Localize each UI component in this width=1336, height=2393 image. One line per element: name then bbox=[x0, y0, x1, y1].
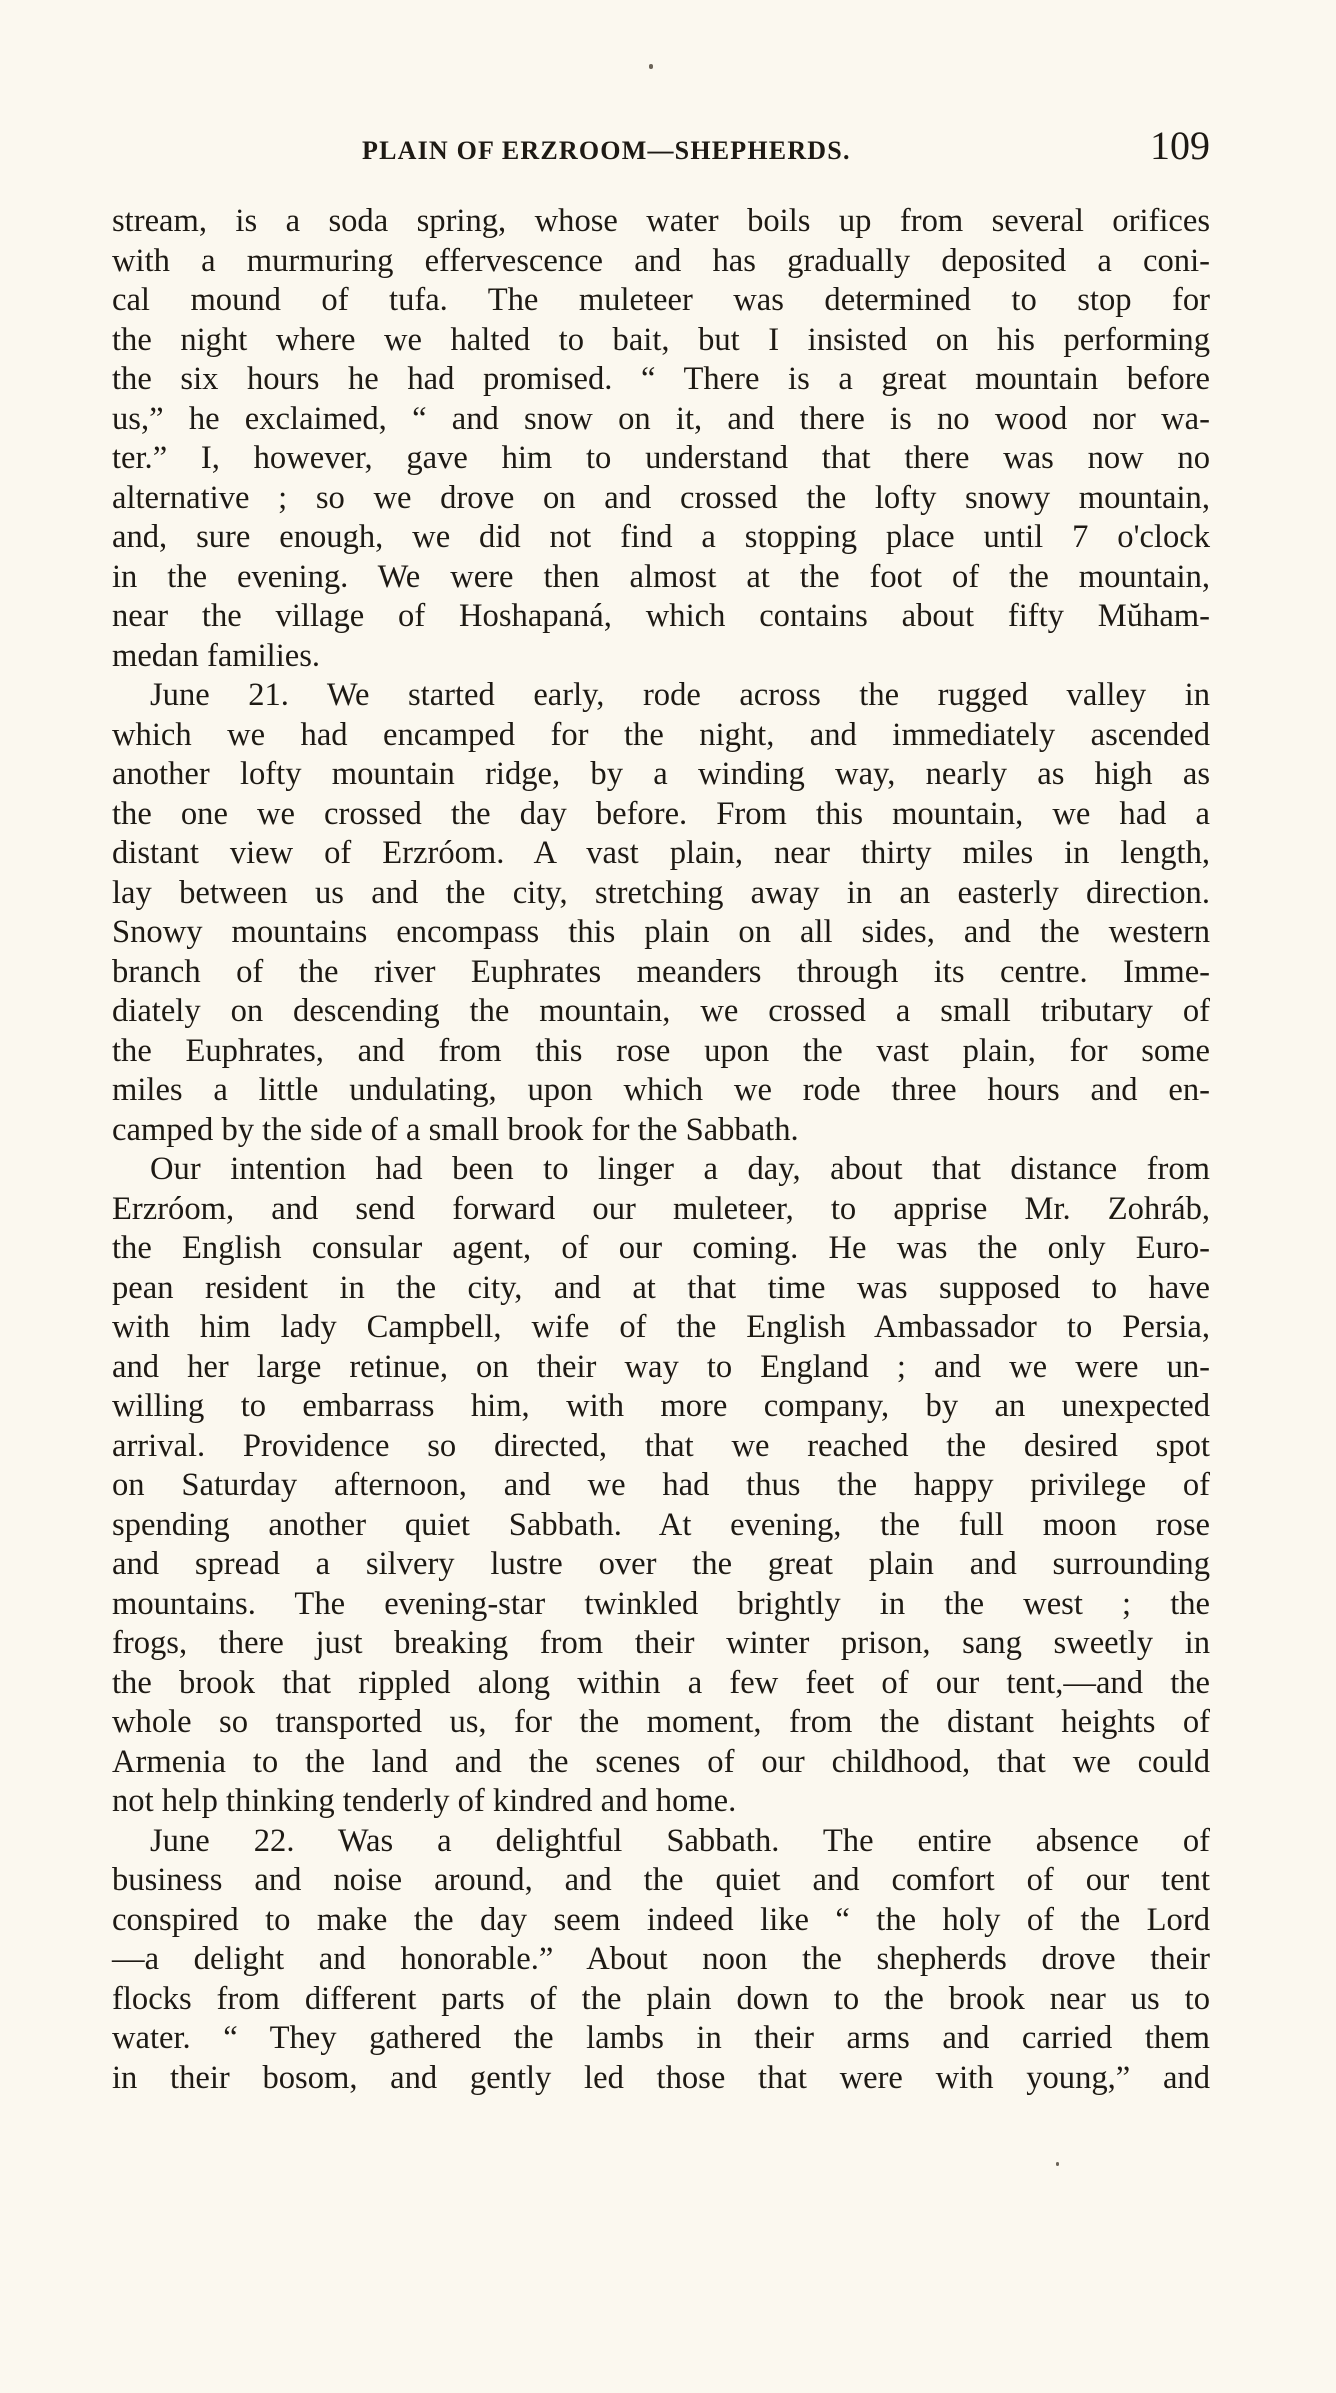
text-line: distant view of Erzróom. A vast plain, near thirty miles in length, bbox=[112, 835, 1210, 871]
text-line: arrival. Providence so directed, that we reached the desired spot bbox=[112, 1427, 1210, 1464]
running-title: PLAIN OF ERZROOM—SHEPHERDS. bbox=[362, 136, 851, 165]
text-line: spending another quiet Sabbath. At evening, the full moon rose bbox=[112, 1506, 1210, 1543]
text-line: flocks from different parts of the plain down to the brook near us to bbox=[112, 1980, 1210, 2017]
text-line: in the evening. We were then almost at the foot of the mountain, bbox=[112, 558, 1210, 595]
text-line: Erzróom, and send forward our muleteer, to apprise Mr. Zohráb, bbox=[112, 1190, 1210, 1227]
text-line: branch of the river Euphrates meanders through its centre. Imme- bbox=[112, 953, 1210, 990]
text-line: frogs, there just breaking from their winter prison, sang sweetly in bbox=[112, 1625, 1210, 1661]
text-line: and spread a silvery lustre over the great plain and surrounding bbox=[112, 1546, 1210, 1582]
text-line: willing to embarrass him, with more company, by an unexpected bbox=[112, 1388, 1210, 1424]
ink-speck bbox=[649, 64, 653, 69]
text-line: and her large retinue, on their way to England ; and we were un- bbox=[112, 1348, 1210, 1385]
text-line: diately on descending the mountain, we crossed a small tributary of bbox=[112, 993, 1210, 1029]
text-line: Our intention had been to linger a day, about that distance from bbox=[150, 1151, 1210, 1187]
text-line: the Euphrates, and from this rose upon the vast plain, for some bbox=[112, 1032, 1210, 1069]
running-head bbox=[112, 118, 1210, 178]
text-line: cal mound of tufa. The muleteer was determined to stop for bbox=[112, 282, 1210, 318]
text-line: water. “ They gathered the lambs in their arms and carried them bbox=[112, 2020, 1210, 2056]
text-line: mountains. The evening-star twinkled brightly in the west ; the bbox=[112, 1585, 1210, 1622]
text-line: miles a little undulating, upon which we rode three hours and en- bbox=[112, 1072, 1210, 1108]
text-line: pean resident in the city, and at that time was supposed to have bbox=[112, 1269, 1210, 1306]
text-line: ter.” I, however, gave him to understand that there was now no bbox=[112, 440, 1210, 476]
text-line: medan families. bbox=[112, 637, 321, 674]
text-line: which we had encamped for the night, and immediately ascended bbox=[112, 716, 1210, 753]
text-line: lay between us and the city, stretching away in an easterly direction. bbox=[112, 874, 1210, 911]
text-line: in their bosom, and gently led those that were with young,” and bbox=[112, 2059, 1210, 2096]
body-text bbox=[112, 202, 1210, 2098]
text-line: on Saturday afternoon, and we had thus the happy privilege of bbox=[112, 1467, 1210, 1503]
text-line: business and noise around, and the quiet and comfort of our tent bbox=[112, 1862, 1210, 1898]
ink-speck bbox=[1056, 2162, 1059, 2166]
text-line: us,” he exclaimed, “ and snow on it, and there is no wood nor wa- bbox=[112, 400, 1210, 437]
text-line: stream, is a soda spring, whose water boils up from several orifices bbox=[112, 203, 1210, 239]
text-line: the one we crossed the day before. From this mountain, we had a bbox=[112, 795, 1210, 832]
text-line: conspired to make the day seem indeed like “ the holy of the Lord bbox=[112, 1901, 1210, 1938]
text-line: the brook that rippled along within a few feet of our tent,—and the bbox=[112, 1664, 1210, 1701]
text-line: the six hours he had promised. “ There is a great mountain before bbox=[112, 361, 1210, 397]
text-line: —a delight and honorable.” About noon the shepherds drove their bbox=[112, 1941, 1210, 1977]
text-line: Armenia to the land and the scenes of our childhood, that we could bbox=[112, 1743, 1210, 1780]
text-line: with a murmuring effervescence and has gradually deposited a coni- bbox=[112, 242, 1210, 279]
text-line: June 21. We started early, rode across the rugged valley in bbox=[150, 677, 1210, 713]
text-line: June 22. Was a delightful Sabbath. The entire absence of bbox=[150, 1822, 1210, 1859]
text-line: and, sure enough, we did not find a stopping place until 7 o'clock bbox=[112, 519, 1210, 555]
text-line: alternative ; so we drove on and crossed the lofty snowy mountain, bbox=[112, 479, 1210, 516]
text-line: camped by the side of a small brook for the Sabbath. bbox=[112, 1111, 799, 1148]
text-line: the night where we halted to bait, but I insisted on his performing bbox=[112, 321, 1210, 358]
text-line: not help thinking tenderly of kindred and home. bbox=[112, 1783, 737, 1819]
text-line: with him lady Campbell, wife of the English Ambassador to Persia, bbox=[112, 1309, 1210, 1345]
text-line: another lofty mountain ridge, by a winding way, nearly as high as bbox=[112, 756, 1210, 792]
text-line: whole so transported us, for the moment, from the distant heights of bbox=[112, 1704, 1210, 1740]
text-line: the English consular agent, of our coming. He was the only Euro- bbox=[112, 1230, 1210, 1266]
text-line: Snowy mountains encompass this plain on all sides, and the western bbox=[112, 914, 1210, 950]
page-number: 109 bbox=[1150, 123, 1210, 168]
text-line: near the village of Hoshapaná, which contains about fifty Mŭham- bbox=[112, 598, 1210, 634]
